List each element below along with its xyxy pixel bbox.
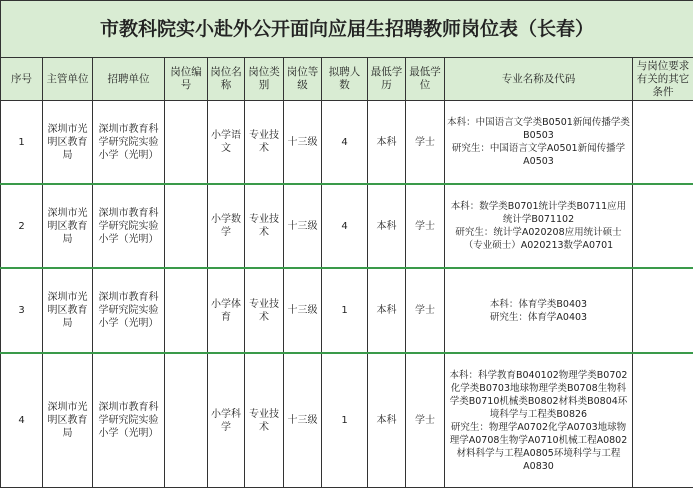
cell-type: 专业技术 bbox=[245, 184, 284, 268]
cell-no: 4 bbox=[1, 353, 43, 488]
cell-count: 1 bbox=[322, 268, 368, 353]
cell-no: 3 bbox=[1, 268, 43, 353]
cell-other bbox=[633, 101, 693, 185]
cell-no: 1 bbox=[1, 101, 43, 185]
table-title: 市教科院实小赴外公开面向应届生招聘教师岗位表（长春） bbox=[1, 1, 693, 58]
table-row bbox=[1, 101, 693, 185]
cell-type: 专业技术 bbox=[245, 101, 284, 185]
cell-unit: 深圳市教育科学研究院实验小学（光明） bbox=[93, 268, 165, 353]
cell-level: 十三级 bbox=[284, 101, 322, 185]
cell-code bbox=[165, 353, 208, 488]
cell-edu: 本科 bbox=[368, 184, 406, 268]
header-cell: 序号 bbox=[1, 58, 43, 101]
table-row bbox=[1, 268, 693, 353]
major-line: 研究生：中国语言文学A0501新闻传播学A0503 bbox=[447, 142, 630, 168]
cell-count: 1 bbox=[322, 353, 368, 488]
cell-count: 4 bbox=[322, 101, 368, 185]
cell-no: 2 bbox=[1, 184, 43, 268]
cell-code bbox=[165, 184, 208, 268]
header-cell: 岗位名称 bbox=[208, 58, 245, 101]
cell-dept: 深圳市光明区教育局 bbox=[43, 353, 93, 488]
cell-edu: 本科 bbox=[368, 268, 406, 353]
table-row bbox=[1, 184, 693, 268]
cell-degree: 学士 bbox=[406, 184, 445, 268]
header-cell: 岗位编号 bbox=[165, 58, 208, 101]
header-cell: 岗位类别 bbox=[245, 58, 284, 101]
cell-type: 专业技术 bbox=[245, 268, 284, 353]
cell-dept: 深圳市光明区教育局 bbox=[43, 101, 93, 185]
cell-other bbox=[633, 268, 693, 353]
cell-degree: 学士 bbox=[406, 268, 445, 353]
cell-type: 专业技术 bbox=[245, 353, 284, 488]
header-row bbox=[1, 58, 693, 101]
header-cell: 主管单位 bbox=[43, 58, 93, 101]
cell-edu: 本科 bbox=[368, 353, 406, 488]
major-line: 研究生：统计学A020208应用统计硕士（专业硕士）A020213数学A0701 bbox=[447, 226, 630, 252]
cell-degree: 学士 bbox=[406, 101, 445, 185]
cell-count: 4 bbox=[322, 184, 368, 268]
cell-name: 小学体育 bbox=[208, 268, 245, 353]
cell-unit: 深圳市教育科学研究院实验小学（光明） bbox=[93, 353, 165, 488]
header-cell: 专业名称及代码 bbox=[445, 58, 633, 101]
header-cell: 拟聘人数 bbox=[322, 58, 368, 101]
cell-level: 十三级 bbox=[284, 353, 322, 488]
major-line: 本科：数学类B0701统计学类B0711应用统计学B071102 bbox=[447, 200, 630, 226]
major-line: 研究生：物理学A0702化学A0703地球物理学A0708生物学A0710机械工程A0802材料科学与工程A0805环境科学与工程A0830 bbox=[447, 421, 630, 473]
cell-name: 小学数学 bbox=[208, 184, 245, 268]
header-cell: 最低学位 bbox=[406, 58, 445, 101]
cell-dept: 深圳市光明区教育局 bbox=[43, 268, 93, 353]
cell-other bbox=[633, 184, 693, 268]
cell-unit: 深圳市教育科学研究院实验小学（光明） bbox=[93, 101, 165, 185]
cell-major bbox=[445, 101, 633, 185]
cell-name: 小学科学 bbox=[208, 353, 245, 488]
cell-level: 十三级 bbox=[284, 268, 322, 353]
major-line: 本科：体育学类B0403 bbox=[447, 298, 630, 311]
cell-other bbox=[633, 353, 693, 488]
header-cell: 与岗位要求有关的其它条件 bbox=[633, 58, 693, 101]
header-cell: 岗位等级 bbox=[284, 58, 322, 101]
cell-major bbox=[445, 353, 633, 488]
cell-code bbox=[165, 268, 208, 353]
major-line: 本科：中国语言文学类B0501新闻传播学类B0503 bbox=[447, 116, 630, 142]
cell-degree: 学士 bbox=[406, 353, 445, 488]
cell-code bbox=[165, 101, 208, 185]
major-line: 研究生：体育学A0403 bbox=[447, 311, 630, 324]
major-line: 本科：科学教育B040102物理学类B0702化学类B0703地球物理学类B0708生物科学类B0710机械类B0802材料类B0804环境科学与工程类B0826 bbox=[447, 369, 630, 421]
header-cell: 招聘单位 bbox=[93, 58, 165, 101]
header-cell: 最低学历 bbox=[368, 58, 406, 101]
cell-unit: 深圳市教育科学研究院实验小学（光明） bbox=[93, 184, 165, 268]
cell-major bbox=[445, 184, 633, 268]
cell-edu: 本科 bbox=[368, 101, 406, 185]
cell-level: 十三级 bbox=[284, 184, 322, 268]
cell-name: 小学语文 bbox=[208, 101, 245, 185]
table-row bbox=[1, 353, 693, 488]
cell-major bbox=[445, 268, 633, 353]
cell-dept: 深圳市光明区教育局 bbox=[43, 184, 93, 268]
